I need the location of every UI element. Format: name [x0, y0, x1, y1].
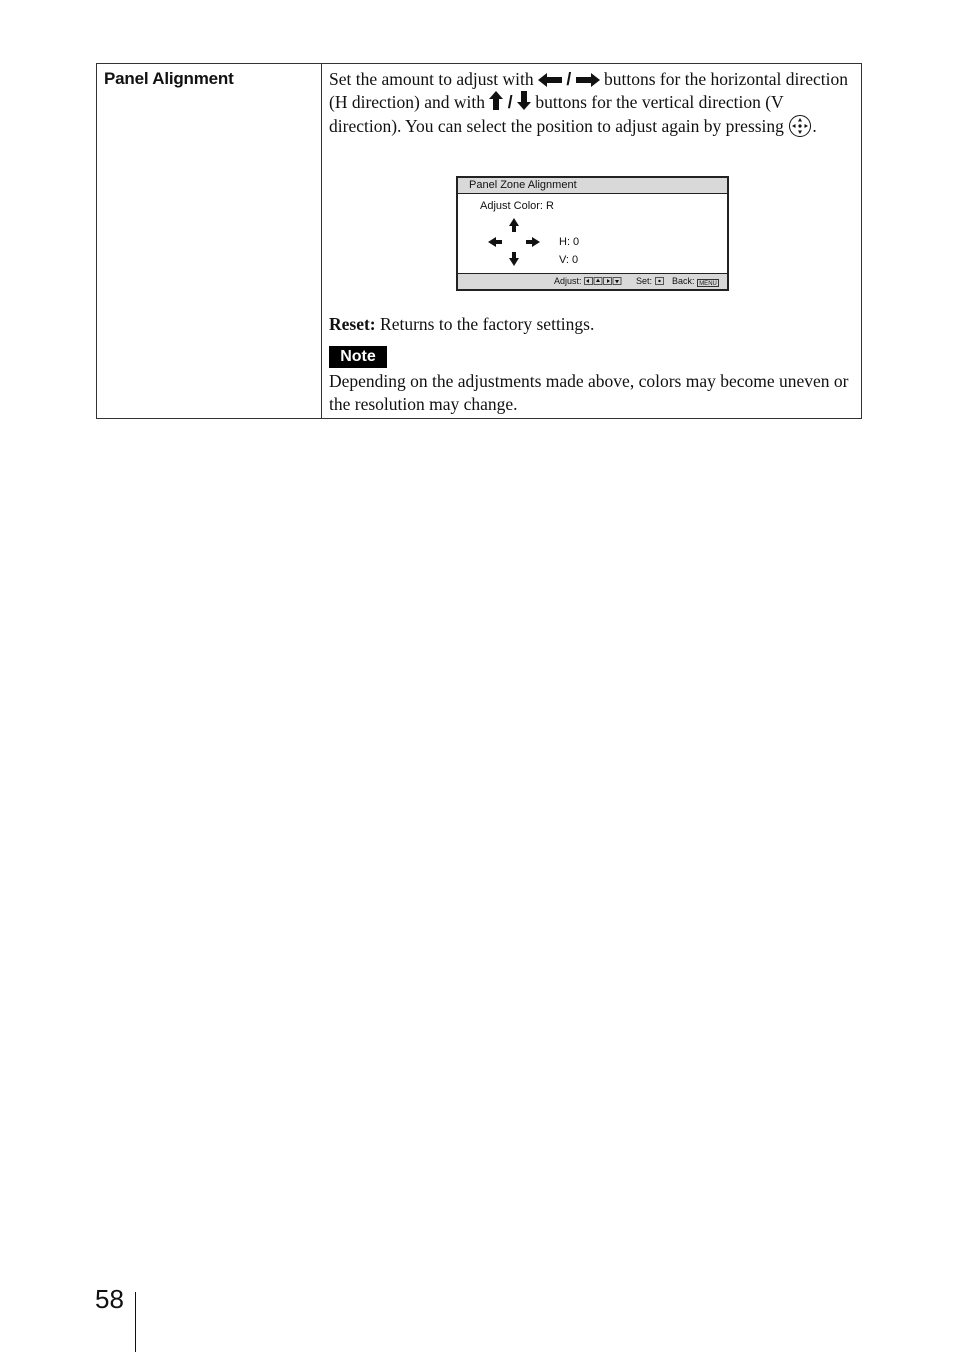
slash-separator-2: / [507, 92, 513, 112]
up-arrow-icon [489, 91, 503, 110]
osd-footer-back [672, 274, 719, 289]
osd-footer-back-label: Back: [672, 276, 695, 286]
osd-footer-adjust-label: Adjust: [554, 276, 582, 286]
page-number-rule [135, 1292, 136, 1352]
note-text: Depending on the adjustments made above, colors may become uneven or the resolution may change. [329, 371, 849, 414]
item-description [329, 68, 857, 138]
osd-footer-set [636, 274, 664, 289]
item-term: Panel Alignment [104, 69, 234, 88]
osd-adjust-keys-icon [584, 277, 622, 285]
right-arrow-icon [576, 73, 600, 87]
osd-footer-adjust [554, 274, 622, 289]
settings-table [96, 63, 862, 419]
reset-label: Reset: [329, 314, 376, 334]
left-arrow-icon [538, 73, 562, 87]
reset-text: Returns to the factory settings. [375, 314, 595, 334]
osd-h-value: H: 0 [559, 236, 580, 248]
osd-title: Panel Zone Alignment [458, 178, 727, 194]
osd-adjust-color: Adjust Color: R [480, 200, 554, 212]
down-arrow-icon [517, 91, 531, 110]
note-badge: Note [329, 346, 387, 368]
column-divider [321, 64, 322, 418]
osd-screenshot [456, 176, 729, 291]
page-number: 58 [95, 1284, 124, 1314]
osd-direction-arrows-icon [488, 218, 540, 266]
description-part-2: buttons for the horizontal direction (H direction) and with [329, 69, 848, 112]
menu-key-icon: MENU [697, 279, 719, 287]
reset-line [329, 314, 594, 335]
osd-v-value: V: 0 [559, 254, 579, 266]
description-part-1: Set the amount to adjust with [329, 69, 534, 89]
osd-set-key-icon [655, 277, 664, 285]
enter-button-icon [788, 114, 812, 138]
osd-footer [458, 273, 727, 289]
osd-footer-set-label: Set: [636, 276, 653, 286]
description-part-4: . [812, 116, 817, 136]
description-part-3: buttons for the vertical direction (V direction). You can select the position to adjust again by pressing [329, 92, 784, 136]
slash-separator: / [566, 69, 572, 89]
